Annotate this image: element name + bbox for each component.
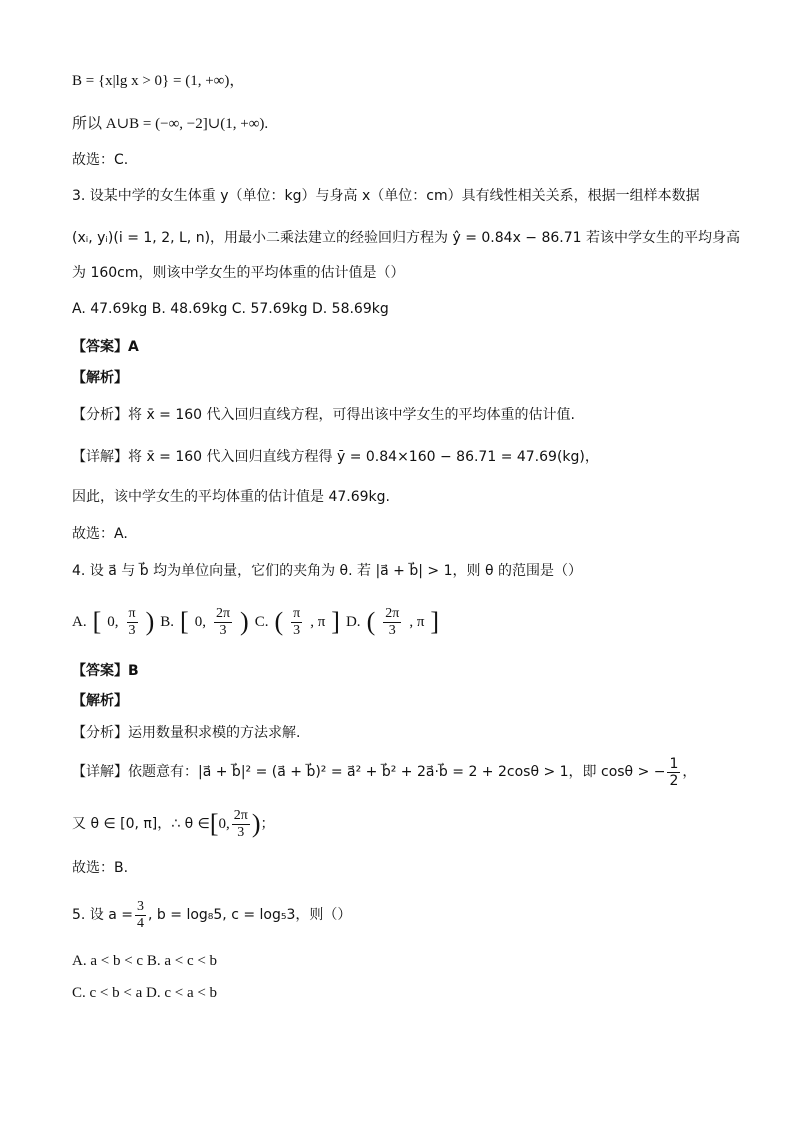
q3-analysis-heading: 【解析】 bbox=[72, 370, 128, 386]
q4-analysis-heading: 【解析】 bbox=[72, 693, 128, 709]
q5-frac: $\frac{3}{4}$ bbox=[137, 898, 145, 931]
q5-options-cd: C. c < b < a D. c < a < b bbox=[72, 985, 218, 1001]
q4-option-a-frac: $\frac{\pi}{3}$ bbox=[128, 605, 136, 638]
q3-stem-2: (xᵢ, yᵢ)(i = 1, 2, L, n)，用最小二乘法建立的经验回归方程为 ŷ = 0.84x − 86.71 若该中学女生的平均身高 bbox=[72, 230, 741, 246]
q3-stem-3: 为 160cm，则该中学女生的平均体重的估计值是（） bbox=[72, 265, 405, 281]
q4-options: A. [ 0, $\frac{\pi}{3}$ ) B. [ 0, $\frac{2\pi}{3}$ ) C. ( $\frac{\pi}{3}$ , π ] D. ( $\frac{2\pi}{3}$ , π ] bbox=[72, 605, 440, 638]
union-line: 所以 A∪B = (−∞, −2]∪(1, +∞). bbox=[72, 116, 269, 132]
q4-option-d-label: D. bbox=[345, 614, 361, 630]
choice-c-line: 故选：C. bbox=[72, 152, 129, 168]
q4-answer: 【答案】B bbox=[72, 663, 139, 679]
q3-options: A. 47.69kg B. 48.69kg C. 57.69kg D. 58.69kg bbox=[72, 301, 389, 317]
q5-options-ab: A. a < b < c B. a < c < b bbox=[72, 953, 218, 969]
q4-detail-frac: $\frac{1}{2}$ bbox=[669, 755, 679, 789]
q3-analysis: 【分析】将 x̄ = 160 代入回归直线方程，可得出该中学女生的平均体重的估计值. bbox=[72, 407, 575, 423]
q3-detail: 【详解】将 x̄ = 160 代入回归直线方程得 ȳ = 0.84×160 − 86.71 = 47.69(kg)， bbox=[72, 449, 599, 465]
q4-option-b-label: B. bbox=[160, 614, 175, 630]
q3-choice: 故选：A. bbox=[72, 526, 128, 542]
q4-option-a-label: A. bbox=[72, 614, 87, 630]
q4-option-c-label: C. bbox=[254, 614, 269, 630]
q4-option-c-frac: $\frac{\pi}{3}$ bbox=[293, 605, 301, 638]
q4-option-b-frac: $\frac{2\pi}{3}$ bbox=[215, 605, 231, 638]
q4-option-d-frac: $\frac{2\pi}{3}$ bbox=[385, 605, 400, 638]
q4-range: 又 θ ∈ [0, π]，∴ θ ∈ [ 0, $\frac{2\pi}{3}$ ) ； bbox=[72, 807, 275, 840]
q5-stem: 5. 设 a = $\frac{3}{4}$ , b = log₈5, c = log₅3，则（） bbox=[72, 898, 352, 931]
q3-answer: 【答案】A bbox=[72, 339, 139, 355]
q4-analysis: 【分析】运用数量积求模的方法求解. bbox=[72, 725, 301, 741]
q4-choice: 故选：B. bbox=[72, 860, 129, 876]
q3-stem-1: 3. 设某中学的女生体重 y（单位：kg）与身高 x（单位：cm）具有线性相关关系，根据一组样本数据 bbox=[72, 188, 700, 204]
set-b-line: B = {x|lg x > 0} = (1, +∞)， bbox=[72, 73, 245, 89]
q4-stem: 4. 设 a⃗ 与 b⃗ 均为单位向量，它们的夹角为 θ. 若 |a⃗ + b⃗| > 1，则 θ 的范围是（） bbox=[72, 563, 582, 579]
q4-range-frac: $\frac{2\pi}{3}$ bbox=[233, 807, 248, 840]
q3-conclusion: 因此，该中学女生的平均体重的估计值是 47.69kg. bbox=[72, 489, 390, 505]
q4-detail: 【详解】依题意有：|a⃗ + b⃗|² = (a⃗ + b⃗)² = a⃗² + b⃗² + 2a⃗·b⃗ = 2 + 2cosθ > 1，即 cosθ > − $\frac{1}{2}$ ， bbox=[72, 755, 697, 789]
